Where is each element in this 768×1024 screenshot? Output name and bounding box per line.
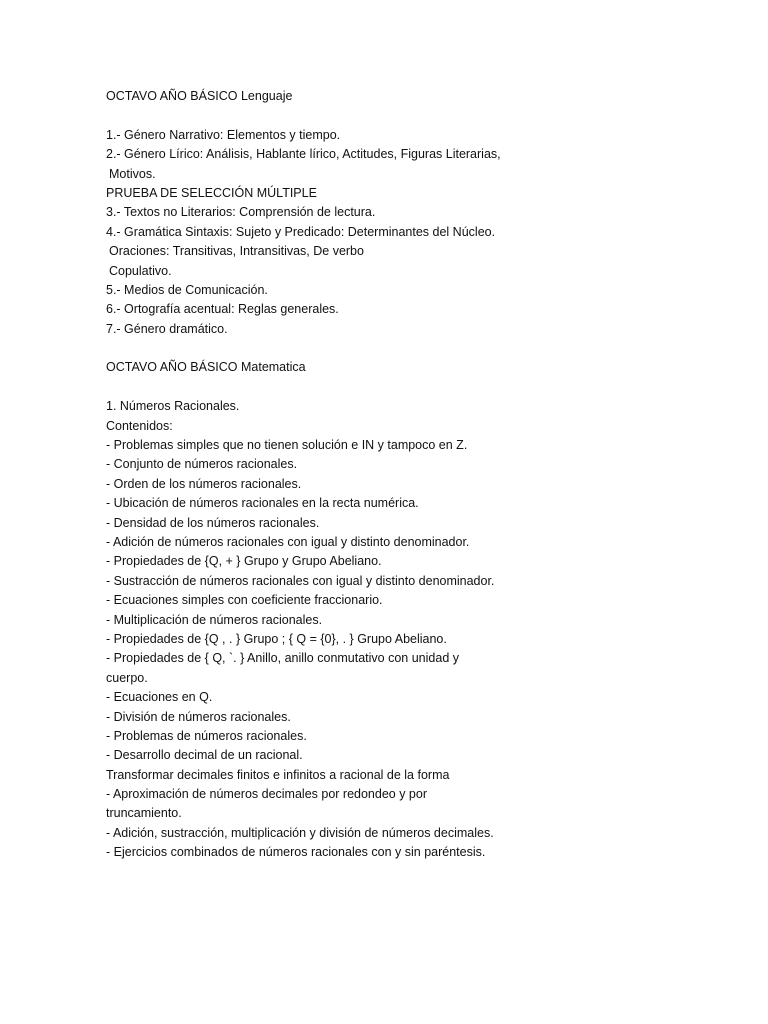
lenguaje-item: Copulativo.: [109, 263, 172, 278]
matematica-item: truncamiento.: [106, 806, 182, 821]
document-page: [106, 87, 746, 863]
matematica-item: - Ejercicios combinados de números racionales con y sin paréntesis.: [106, 845, 486, 860]
matematica-item: - Densidad de los números racionales.: [106, 515, 320, 530]
lenguaje-item: PRUEBA DE SELECCIÓN MÚLTIPLE: [106, 185, 317, 200]
lenguaje-item: 4.- Gramática Sintaxis: Sujeto y Predicado: Determinantes del Núcleo.: [106, 224, 496, 239]
lenguaje-item: 3.- Textos no Literarios: Comprensión de lectura.: [106, 205, 376, 220]
spacer: [106, 339, 746, 358]
lenguaje-item: 7.- Género dramático.: [106, 321, 228, 336]
matematica-item: - Propiedades de {Q, + } Grupo y Grupo Abeliano.: [106, 554, 382, 569]
matematica-item: - Propiedades de { Q, `. } Anillo, anillo conmutativo con unidad y: [106, 651, 459, 666]
lenguaje-item: 5.- Medios de Comunicación.: [106, 282, 268, 297]
lenguaje-item: Motivos.: [109, 166, 156, 181]
matematica-item: - Problemas de números racionales.: [106, 728, 307, 743]
lenguaje-item: Oraciones: Transitivas, Intransitivas, De verbo: [109, 244, 364, 259]
matematica-item: - Aproximación de números decimales por redondeo y por: [106, 787, 428, 802]
lenguaje-item: 6.- Ortografía acentual: Reglas generales.: [106, 302, 339, 317]
matematica-item: - Ecuaciones simples con coeficiente fraccionario.: [106, 593, 383, 608]
matematica-item: Transformar decimales finitos e infinitos a racional de la forma: [106, 767, 450, 782]
spacer: [106, 106, 746, 125]
lenguaje-item: 2.- Género Lírico: Análisis, Hablante lírico, Actitudes, Figuras Literarias,: [106, 147, 501, 162]
matematica-item: - Multiplicación de números racionales.: [106, 612, 323, 627]
spacer: [106, 378, 746, 397]
matematica-item: - Orden de los números racionales.: [106, 476, 302, 491]
matematica-subtitle: Contenidos:: [106, 418, 173, 433]
lenguaje-title: OCTAVO AÑO BÁSICO Lenguaje: [106, 89, 293, 103]
matematica-item: - Problemas simples que no tienen solución e IN y tampoco en Z.: [106, 438, 468, 453]
matematica-item: - Adición de números racionales con igual y distinto denominador.: [106, 534, 470, 549]
matematica-item: - División de números racionales.: [106, 709, 291, 724]
matematica-item: - Adición, sustracción, multiplicación y división de números decimales.: [106, 825, 494, 840]
matematica-item: - Desarrollo decimal de un racional.: [106, 748, 303, 763]
matematica-item: - Conjunto de números racionales.: [106, 457, 298, 472]
matematica-item: - Sustracción de números racionales con igual y distinto denominador.: [106, 573, 495, 588]
matematica-item: cuerpo.: [106, 670, 148, 685]
lenguaje-item: 1.- Género Narrativo: Elementos y tiempo.: [106, 127, 341, 142]
matematica-section: 1. Números Racionales.: [106, 399, 240, 414]
matematica-title: OCTAVO AÑO BÁSICO Matematica: [106, 360, 306, 375]
matematica-item: - Ubicación de números racionales en la recta numérica.: [106, 496, 419, 511]
matematica-item: - Propiedades de {Q , . } Grupo ; { Q = {0}, . } Grupo Abeliano.: [106, 631, 447, 646]
matematica-item: - Ecuaciones en Q.: [106, 690, 213, 705]
